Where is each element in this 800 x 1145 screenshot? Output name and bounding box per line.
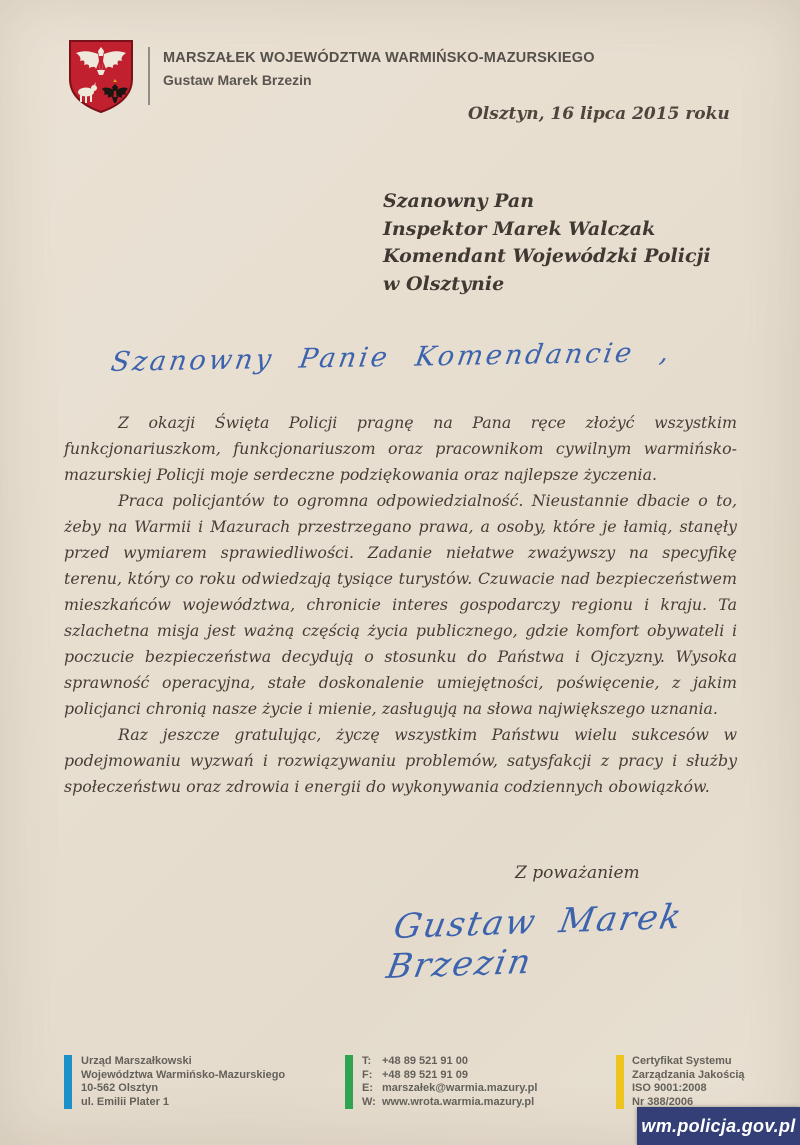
warmia-mazury-coat-of-arms-icon <box>68 39 134 114</box>
contact-value: www.wrota.warmia.mazury.pl <box>382 1095 535 1108</box>
sender-name: Gustaw Marek Brzezin <box>163 72 312 88</box>
recipient-line: Szanowny Pan <box>383 190 535 212</box>
source-watermark-text: wm.policja.gov.pl <box>641 1115 796 1136</box>
footer-contact-row <box>362 1096 612 1110</box>
footer-contact-row <box>362 1082 612 1096</box>
header-divider <box>148 47 150 105</box>
footer-certificate-bar <box>616 1055 624 1109</box>
footer-certificate-line: Zarządzania Jakością <box>632 1068 745 1081</box>
footer-address-bar <box>64 1055 72 1109</box>
footer-address-line: 10-562 Olsztyn <box>81 1082 159 1094</box>
footer-contact-bar <box>345 1055 353 1109</box>
recipient-block <box>383 188 723 298</box>
handwritten-greeting: Szanowny Panie Komendancie , <box>108 337 675 378</box>
footer-address-line: Urząd Marszałkowski <box>81 1055 192 1067</box>
sender-office-title: MARSZAŁEK WOJEWÓDZTWA WARMIŃSKO-MAZURSKIEGO <box>163 50 595 66</box>
contact-label: F: <box>362 1068 373 1081</box>
body-paragraph: Z okazji Święta Policji pragnę na Pana ręce złożyć wszystkim funkcjonariuszkom, funkcjonariuszom oraz pracownikom cywilnym warmińsko-mazurskiej Policji moje serdeczne podziękowania oraz najlepsze życzenia. <box>64 413 737 484</box>
footer-address-line: ul. Emilii Plater 1 <box>81 1095 170 1108</box>
footer-contact <box>362 1055 612 1109</box>
letter-body <box>64 410 737 800</box>
source-watermark-banner <box>637 1107 800 1145</box>
footer-contact-row <box>362 1055 612 1069</box>
contact-value: marszałek@warmia.mazury.pl <box>382 1082 538 1094</box>
footer-address-line: Województwa Warmińsko-Mazurskiego <box>81 1068 286 1081</box>
contact-value: +48 89 521 91 00 <box>382 1055 468 1067</box>
contact-label: E: <box>362 1082 373 1094</box>
recipient-line: Inspektor Marek Walczak <box>383 217 656 240</box>
body-paragraph: Praca policjantów to ogromna odpowiedzialność. Nieustannie dbacie o to, żeby na Warmii i Mazurach przestrzegano prawa, a osoby, które je łamią, stanęły przed wymiarem sprawiedliwości. Zadanie niełatwe zważywszy na specyfikę terenu, który co roku odwiedzają tysiące turystów. Czuwacie nad bezpieczeństwem mieszkańców województwa, chronicie interes gospodarczy regionu i kraju. Ta szlachetna misja jest ważną częścią życia publicznego, gdzie komfort obywateli i poczucie bezpieczeństwa decydują o stosunku do Państwa i Ojczyzny. Wysoka sprawność operacyjna, stałe doskonalenie umiejętności, poświęcenie, z jakim policjanci chronią nasze życie i mienie, zasługują na słowa największego uznania. <box>64 491 737 718</box>
footer-certificate-line: ISO 9001:2008 <box>632 1082 707 1094</box>
recipient-line: Komendant Wojewódzki Policji <box>383 245 711 267</box>
footer-address <box>81 1055 331 1109</box>
footer-certificate <box>632 1055 792 1109</box>
recipient-line: w Olsztynie <box>383 272 505 295</box>
body-paragraph: Raz jeszcze gratulując, życzę wszystkim Państwu wielu sukcesów w podejmowaniu wyzwań i rozwiązywaniu problemów, satysfakcji z pracy i służby społeczeństwu oraz zdrowia i energii do wykonywania codziennych obowiązków. <box>64 725 737 796</box>
closing-salutation: Z poważaniem <box>515 863 640 883</box>
footer-certificate-line: Certyfikat Systemu <box>632 1055 732 1067</box>
footer-contact-row <box>362 1069 612 1083</box>
contact-label: W: <box>362 1095 376 1108</box>
dateline: Olsztyn, 16 lipca 2015 roku <box>468 104 730 124</box>
handwritten-signature: Gustaw Marek Brzezin <box>383 897 687 987</box>
contact-label: T: <box>362 1055 372 1067</box>
contact-value: +48 89 521 91 09 <box>382 1068 468 1081</box>
footer-certificate-line: Nr 388/2006 <box>632 1095 694 1108</box>
